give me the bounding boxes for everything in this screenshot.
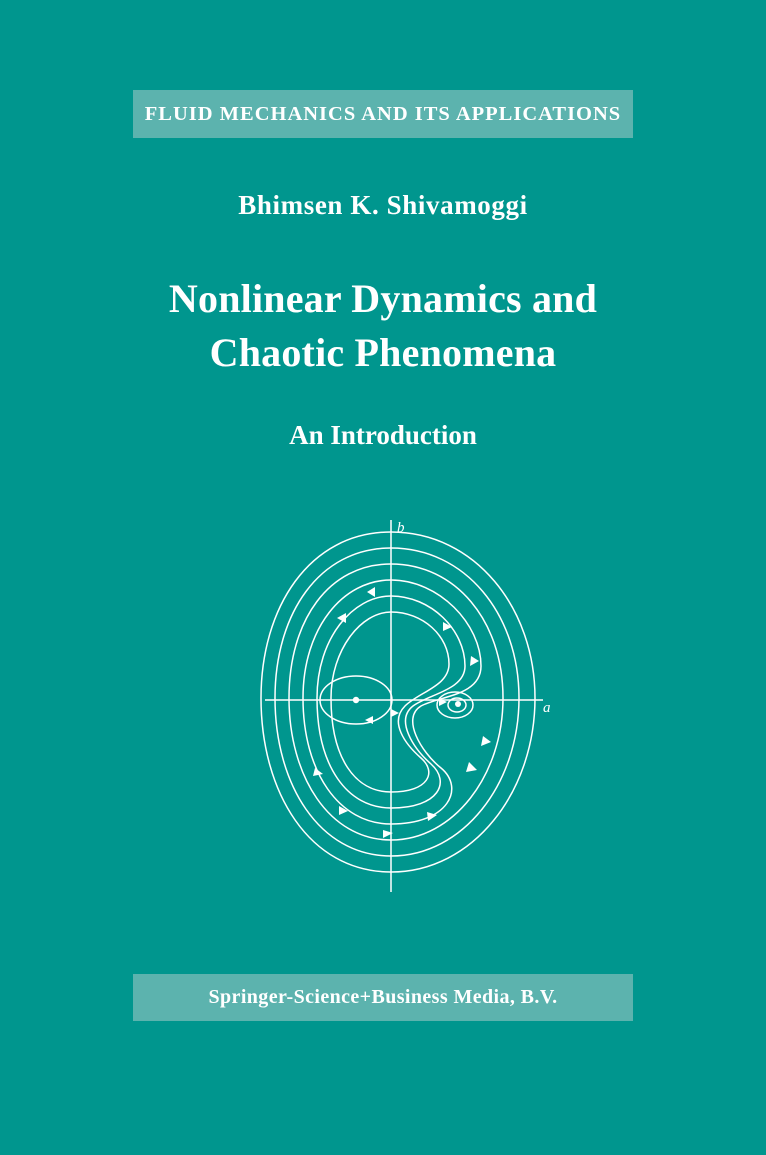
phase-portrait-svg bbox=[243, 500, 573, 910]
fixed-point-left bbox=[353, 697, 359, 703]
axis-label-b: b bbox=[397, 520, 405, 536]
arrow-1 bbox=[481, 736, 491, 746]
contour-focus-right-outer bbox=[437, 692, 473, 718]
contour-2 bbox=[275, 548, 519, 856]
axis-labels bbox=[397, 520, 551, 716]
arrow-10 bbox=[470, 656, 479, 666]
series-title: FLUID MECHANICS AND ITS APPLICATIONS bbox=[144, 102, 622, 125]
axis-label-a: a bbox=[543, 700, 551, 716]
arrow-8 bbox=[367, 587, 375, 597]
arrow-13 bbox=[439, 698, 447, 706]
page-title bbox=[0, 272, 766, 380]
contour-3 bbox=[289, 564, 503, 840]
publisher-band bbox=[133, 974, 633, 1021]
subtitle: An Introduction bbox=[289, 420, 477, 450]
title-line-1: Nonlinear Dynamics and bbox=[168, 276, 598, 321]
arrow-6 bbox=[313, 768, 323, 776]
author-name: Bhimsen K. Shivamoggi bbox=[238, 190, 528, 220]
arrow-11 bbox=[391, 709, 399, 717]
series-band bbox=[133, 90, 633, 138]
title-line-2: Chaotic Phenomena bbox=[209, 330, 557, 375]
fixed-point-right bbox=[455, 701, 461, 707]
phase-portrait-figure bbox=[243, 500, 573, 910]
publisher-name: Springer-Science+Business Media, B.V. bbox=[208, 986, 558, 1008]
arrow-9 bbox=[443, 622, 452, 631]
contour-outer bbox=[261, 532, 535, 872]
arrow-2 bbox=[466, 762, 477, 772]
